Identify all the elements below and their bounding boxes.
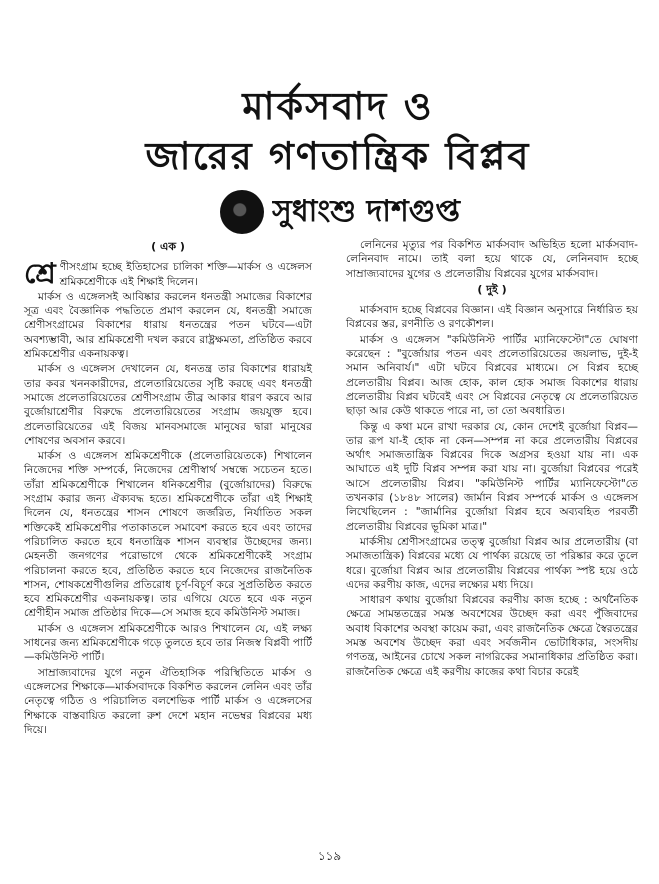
author-emblem-icon (220, 190, 264, 234)
section-heading-two: ( দুই ) (477, 282, 507, 296)
right-column (346, 238, 638, 680)
paragraph: মার্কসবাদ হচ্ছে বিপ্লবের বিজ্ঞান। এই বিজ্ঞান অনুসারে নির্ধারিত হয় বিপ্লবের স্তর, রণনীতি ও রণকৌশল। (346, 304, 638, 331)
paragraph: মার্কস ও এঙ্গেলস দেখালেন যে, ধনতন্ত্র তার বিকাশের ধারায়ই তার কবর খননকারীদের, প্রলেতারিয়েতের সৃষ্টি করছে এবং ধনতন্ত্রী সমাজে প্রলেতারিয়েতের শ্রেণীসংগ্রাম তীব্র আকার ধারণ করবে আর বুর্জোয়াশ্রেণীর বিরুদ্ধে প্রলেতারিয়েতের সংগ্রাম জয়যুক্ত হবে। প্রলেতারিয়েতের এই বিজয় মানবসমাজে মানুষের দ্বারা মানুষের শোষণের অবসান করবে। (24, 363, 312, 447)
paragraph: মার্কস ও এঙ্গেলস "কমিউনিস্ট পার্টির ম্যানিফেস্টো"তে ঘোষণা করেছেন : "বুর্জোয়ার পতন এবং প্রলেতারিয়েতের জয়লাভ, দুই-ই সমান অনিবার্য।" এটা ঘটবে বিপ্লবের মাধ্যমে। সে বিপ্লব হচ্ছে প্রলেতারীয় বিপ্লব। আজ হোক, কাল হোক সমাজ বিকাশের ধারায় প্রলেতারীয় বিপ্লব ঘটবেই এবং সে বিপ্লবের নেতৃত্বে যে প্রলেতারিয়েত ছাড়া আর কেউ থাকতে পারে না, তা তো অবধারিত। (346, 333, 638, 418)
paragraph: কিন্তু এ কথা মনে রাখা দরকার যে, কোন দেশেই বুর্জোয়া বিপ্লব—তার রূপ যা-ই হোক না কেন—সম্পন্ন না করে প্রলেতারীয় বিপ্লবের অর্থাৎ সমাজতান্ত্রিক বিপ্লবের দিকে অগ্রসর হওয়া যায় না। এক আঘাতে এই দুটি বিপ্লব সম্পন্ন করা যায় না। বুর্জোয়া বিপ্লবের পরেই আসে প্রলেতারীয় বিপ্লব। "কমিউনিস্ট পার্টির ম্যানিফেস্টো"তে তখনকার (১৮৪৮ সালের) জার্মান বিপ্লব সম্পর্কে মার্কস ও এঙ্গেলস লিখেছিলেন : "জার্মানির বুর্জোয়া বিপ্লব হবে অব্যবহিত পরবর্তী প্রলেতারীয় বিপ্লবের ভূমিকা মাত্র।" (346, 420, 638, 533)
title-line-2: জারের গণতান্ত্রিক বিপ্লব (145, 134, 531, 178)
author-name: সুধাংশু দাশগুপ্ত (272, 194, 460, 229)
paragraph: লেনিনের মৃত্যুর পর বিকশিত মার্কসবাদ অভিহিত হলো মার্কসবাদ-লেনিনবাদ নামে। তাই বলা হয়ে থাকে যে, লেনিনবাদ হচ্ছে সাম্রাজ্যবাদের যুগের ও প্রলেতারীয় বিপ্লবের যুগের মার্কসবাদ। (346, 239, 638, 280)
section-heading-one: ( এক ) (151, 240, 185, 253)
left-column (24, 238, 312, 738)
page-number: ১১৯ (317, 849, 342, 863)
paragraph: মার্কস ও এঙ্গেলসই আবিষ্কার করলেন ধনতন্ত্রী সমাজের বিকাশের সূত্র এবং বৈজ্ঞানিক পদ্ধতিতে প্রমাণ করলেন যে, ধনতন্ত্রী সমাজে শ্রেণীসংগ্রামের বিকাশের ধারায় ধনতন্ত্রের পতন ঘটবে—এটা অবশ্যম্ভাবী, আর শ্রমিকশ্রেণী দখল করবে রাষ্ট্রক্ষমতা, প্রতিষ্ঠিত করবে শ্রমিকশ্রেণীর একনায়কত্ব। (24, 290, 312, 361)
paragraph: মার্কস ও এঙ্গেলস শ্রমিকশ্রেণীকে (প্রলেতারিয়েতকে) শিখালেন নিজেদের শক্তি সম্পর্কে, নিজেদের শ্রেণীস্বার্থ সম্বন্ধে সচেতন হতে। তাঁরা শ্রমিকশ্রেণীকে শিখালেন ধনিকশ্রেণীর (বুর্জোয়াদের) বিরুদ্ধে সংগ্রাম করার জন্য ঐক্যবদ্ধ হতে। শ্রমিকশ্রেণীকে তাঁরা এই শিক্ষাই দিলেন যে, ধনতন্ত্রের শাসন শোষণে জর্জরিত, নির্যাতিত সকল শক্তিকেই শ্রমিকশ্রেণীর পতাকাতলে সমাবেশ করতে হবে এবং তাদের পরিচালিত করতে হবে ধনতান্ত্রিক শাসন ব্যবস্থার উচ্ছেদের জন্য। মেহনতী জনগণের পরোভাগে থেকে শ্রমিকশ্রেণীকেই সংগ্রাম পরিচালনা করতে হবে, প্রতিষ্ঠিত করতে হবে নিজেদের রাজনৈতিক শাসন, শোষকশ্রেণীগুলির প্রতিরোধ চূর্ণ-বিচূর্ণ করে সুপ্রতিষ্ঠিত করতে হবে শ্রমিকশ্রেণীর একনায়কত্ব। তার এগিয়ে যেতে হবে এক নতুন শ্রেণীহীন সমাজ প্রতিষ্ঠার দিকে—সে সমাজ হবে কমিউনিস্ট সমাজ। (24, 450, 312, 620)
drop-cap: শ্রে (24, 257, 56, 291)
paragraph: সাধারণ কথায় বুর্জোয়া বিপ্লবের করণীয় কাজ হচ্ছে : অর্থনৈতিক ক্ষেত্রে সামন্ততন্ত্রের সমস্ত অবশেষের উচ্ছেদ করা এবং পুঁজিবাদের অবাধ বিকাশের অবস্থা কায়েম করা, এবং রাজনৈতিক ক্ষেত্রে স্বৈরতন্ত্রের সমস্ত অবশেষ উচ্ছেদ করা এবং সর্বজনীন ভোটাধিকার, সংসদীয় গণতন্ত্র, আইনের চোখে সকল নাগরিকের সমানাধিকার প্রতিষ্ঠিত করা। রাজনৈতিক ক্ষেত্রে এই করণীয় কাজের কথা বিচার করেই (346, 594, 638, 678)
paragraph (24, 257, 312, 291)
paragraph: মার্কস ও এঙ্গেলস শ্রমিকশ্রেণীকে আরও শিখালেন যে, এই লক্ষ্য সাধনের জন্য শ্রমিকশ্রেণীকে গড়ে তুলতে হবে তার নিজস্ব বিপ্লবী পার্টি—কমিউনিস্ট পার্টি। (24, 622, 312, 664)
title-line-1: মার্কসবাদ ও (242, 84, 434, 128)
paragraph: মার্কসীয় শ্রেণীসংগ্রামের তত্ত্ব বুর্জোয়া বিপ্লব আর প্রলেতারীয় (বা সমাজতান্ত্রিক) বিপ্লবের মধ্যে যে পার্থক্য রয়েছে তা পরিষ্কার করে তুলে ধরে। বুর্জোয়া বিপ্লব আর প্রলেতারীয় বিপ্লবের পার্থক্য স্পষ্ট হয়ে ওঠে এদের করণীয় কাজ, এদের লক্ষ্যের মধ্য দিয়ে। (346, 535, 638, 591)
paragraph-text: ণীসংগ্রাম হচ্ছে ইতিহাসের চালিকা শক্তি—মার্কস ও এঙ্গেলস শ্রমিকশ্রেণীকে এই শিক্ষাই দিলেন। (59, 261, 312, 288)
author-block (60, 186, 620, 236)
paragraph: সাম্রাজ্যবাদের যুগে নতুন ঐতিহাসিক পরিস্থিতিতে মার্কস ও এঙ্গেলসের শিক্ষাকে—মার্কসবাদকে বিকশিত করলেন লেনিন এবং তাঁর নেতৃত্বে গঠিত ও পরিচালিত বলশেভিক পার্টি মার্কস ও এঙ্গেলসের শিক্ষাকে বাস্তবায়িত করলো রুশ দেশে মহান নভেম্বর বিপ্লবের মধ্য দিয়ে। (24, 666, 312, 736)
article-title (58, 80, 618, 185)
